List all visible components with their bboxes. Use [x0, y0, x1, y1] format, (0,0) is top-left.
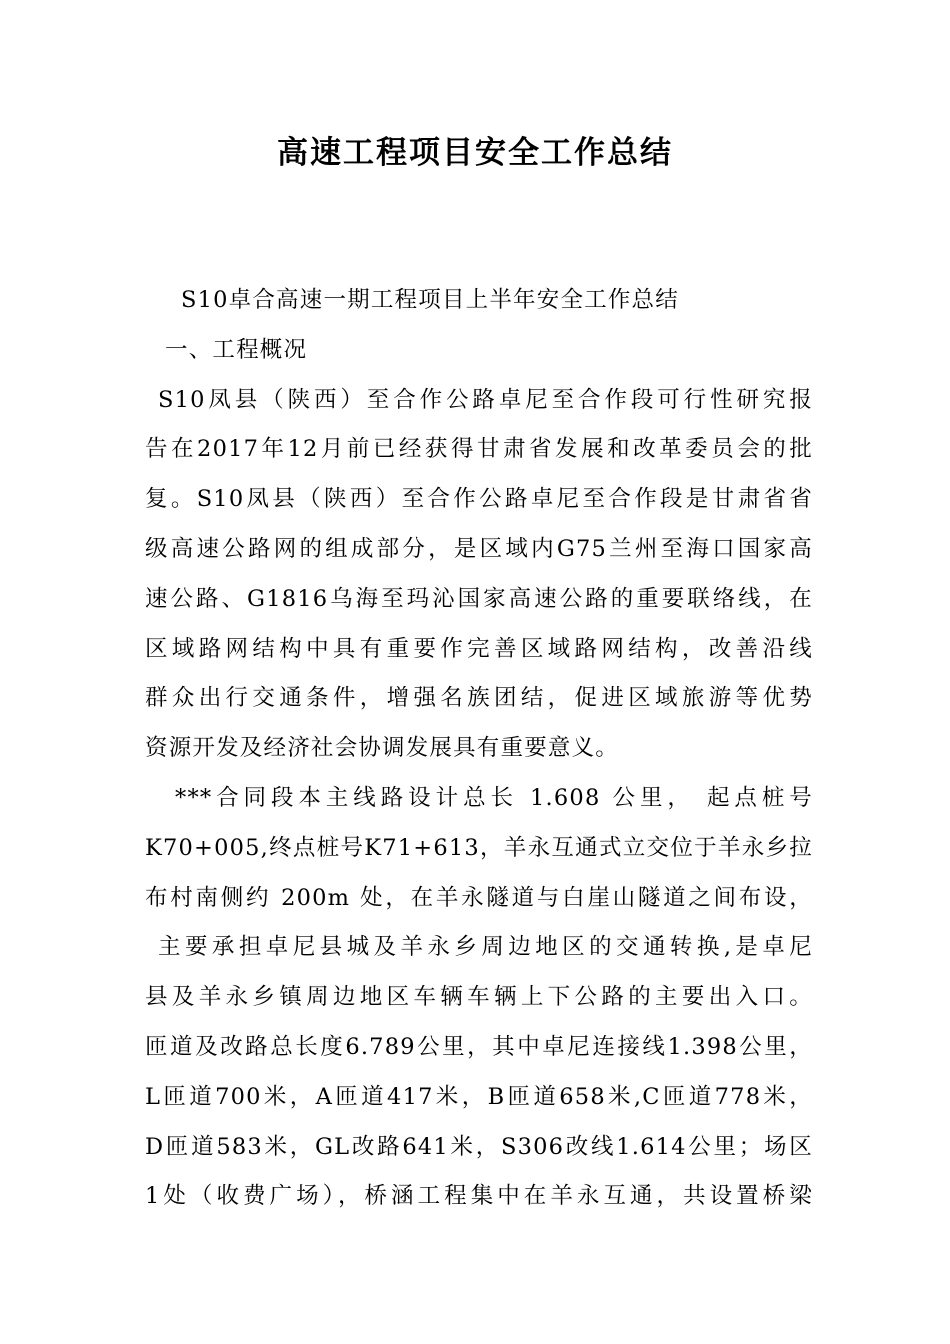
- paragraph-line: 资源开发及经济社会协调发展具有重要意义。: [145, 735, 620, 762]
- paragraph-line: S10凤县（陕西）至合作公路卓尼至合作段可行性研究报: [158, 386, 813, 413]
- paragraph-line: 级高速公路网的组成部分，是区域内G75兰州至海口国家高: [145, 535, 813, 562]
- document-body: [145, 276, 813, 1222]
- paragraph-line: L匝道700米，A匝道417米，B匝道658米,C匝道778米，: [145, 1083, 813, 1110]
- paragraph-line: 主要承担卓尼县城及羊永乡周边地区的交通转换,是卓尼: [158, 934, 813, 961]
- paragraph-line: D匝道583米，GL改路641米，S306改线1.614公里；场区: [145, 1133, 813, 1160]
- paragraph-line: 布村南侧约 200m 处，在羊永隧道与白崖山隧道之间布设，: [145, 884, 813, 911]
- paragraph-line: 1处（收费广场），桥涵工程集中在羊永互通，共设置桥梁: [145, 1183, 813, 1210]
- paragraph-line: 复。S10凤县（陕西）至合作公路卓尼至合作段是甘肃省省: [145, 486, 813, 513]
- paragraph-line: K70+005,终点桩号K71+613，羊永互通式立交位于羊永乡拉: [145, 834, 813, 861]
- document-title: 高速工程项目安全工作总结: [277, 135, 673, 171]
- paragraph-line: 匝道及改路总长度6.789公里，其中卓尼连接线1.398公里，: [145, 1033, 813, 1060]
- paragraph-line: 县及羊永乡镇周边地区车辆车辆上下公路的主要出入口。: [145, 984, 813, 1011]
- section-heading: 一、工程概况: [165, 336, 308, 363]
- paragraph-line: 速公路、G1816乌海至玛沁国家高速公路的重要联络线，在: [145, 585, 813, 612]
- paragraph-line: 群众出行交通条件，增强名族团结，促进区域旅游等优势: [145, 685, 813, 712]
- paragraph-line: 告在2017年12月前已经获得甘肃省发展和改革委员会的批: [145, 436, 813, 463]
- paragraph-line: 区域路网结构中具有重要作完善区域路网结构，改善沿线: [145, 635, 813, 662]
- paragraph-line: ***合同段本主线路设计总长 1.608 公里， 起点桩号: [175, 784, 813, 811]
- document-subtitle: S10卓合高速一期工程项目上半年安全工作总结: [181, 287, 679, 313]
